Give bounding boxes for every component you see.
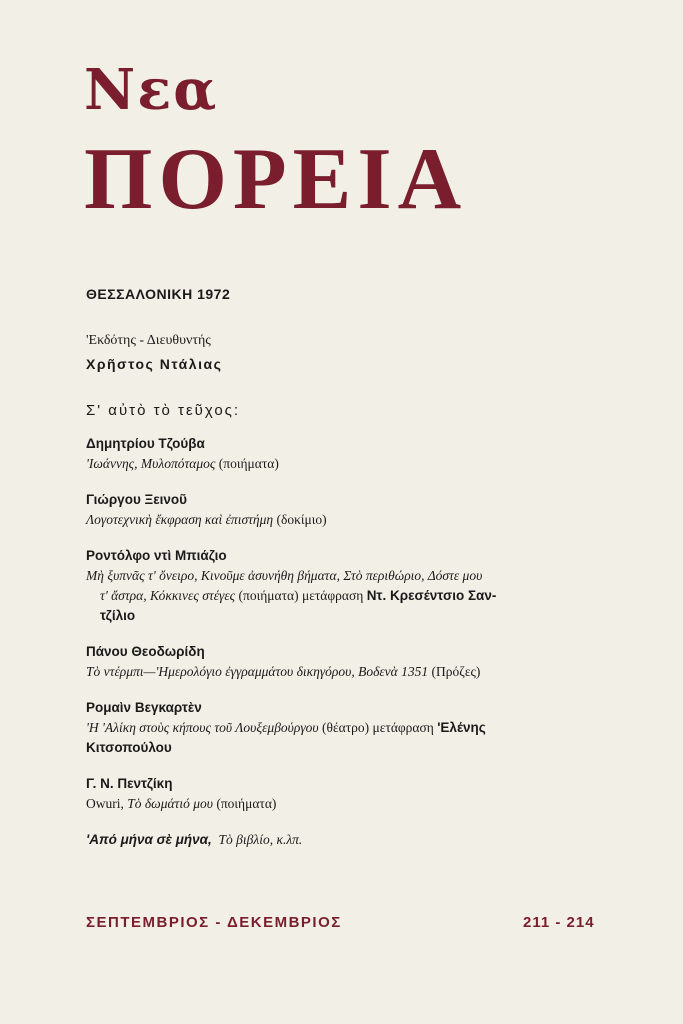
contents-heading: Σ' αὐτὸ τὸ τεῦχος: [86,402,241,419]
entry-work [86,454,626,474]
masthead-title: ΠΟΡΕΙΑ [84,131,468,228]
work-prefix: Owuri, [86,796,124,811]
contents-list [86,434,626,866]
masthead-subtitle: Νεα [84,57,219,123]
work-title: Τὸ δωμάτιό μου [127,796,213,811]
issue-months: ΣΕΠΤΕΜΒΡΙΟΣ - ΔΕΚΕΜΒΡΙΟΣ [86,914,342,931]
work-genre: (ποιήματα) [216,796,277,811]
translator-name: τζίλιο [100,608,136,623]
contents-entry [86,642,626,682]
publisher-label: 'Εκδότης - Διευθυντής [86,333,211,348]
contents-entry [86,830,626,850]
entry-work [86,794,626,814]
entry-work [86,830,626,850]
contents-entry [86,774,626,814]
entry-author: Ρομαὶν Βεγκαρτὲν [86,700,202,715]
entry-work-line [86,738,626,758]
translator-name: 'Ελένης [437,720,486,735]
translator-name: Κιτσοπούλου [86,740,172,755]
contents-entry [86,698,626,758]
entry-author: Ροντόλφο ντὶ Μπιάζιο [86,548,227,563]
entry-author: 'Από μήνα σὲ μήνα, [86,832,212,847]
work-genre: (θέατρο) μετάφραση [322,720,434,735]
entry-work-line: Μὴ ξυπνᾶς τ' ὄνειρο, Κινοῦμε ἀσυνήθη βήματα, Στὸ περιθώριο, Δόστε μου [86,568,483,583]
entry-author: Γ. Ν. Πεντζίκη [86,776,173,791]
translator-name: Ντ. Κρεσέντσιο Σαν- [366,588,497,603]
contents-entry [86,490,626,530]
entry-author: Γιώργου Ξεινοῦ [86,492,188,507]
contents-entry [86,434,626,474]
work-title: 'Η 'Αλίκη στοὺς κήπους τοῦ Λουξεμβούργου [86,720,319,735]
entry-work [86,510,626,530]
work-title: 'Ιωάννης, Μυλοπόταμος [86,456,216,471]
work-title: Τὸ ντέρμπι—'Ημερολόγιο ἐγγραμμάτου δικηγόρου, Βοδενὰ 1351 [86,664,429,679]
entry-work-line [86,606,626,626]
entry-author: Πάνου Θεοδωρίδη [86,644,205,659]
work-genre: (Πρόζες) [431,664,481,679]
work-title: Λογοτεχνικὴ ἔκφραση καὶ ἐπιστήμη [86,512,274,527]
entry-work-line [86,586,626,606]
work-genre: (ποιήματα) μετάφραση [238,588,364,603]
publisher-name: Χρῆστος Ντάλιας [86,356,223,372]
work-title: Τὸ βιβλίο, κ.λπ. [218,832,303,847]
contents-entry [86,546,626,626]
work-genre: (ποιήματα) [218,456,279,471]
city-year: ΘΕΣΣΑΛΟΝΙΚΗ 1972 [86,286,231,302]
issue-number: 211 - 214 [523,914,595,931]
work-title: τ' ἄστρα, Κόκκινες στέγες [100,588,236,603]
entry-work [86,662,626,682]
work-genre: (δοκίμιο) [276,512,327,527]
entry-author: Δημητρίου Τζούβα [86,436,205,451]
entry-work-line [86,718,626,738]
